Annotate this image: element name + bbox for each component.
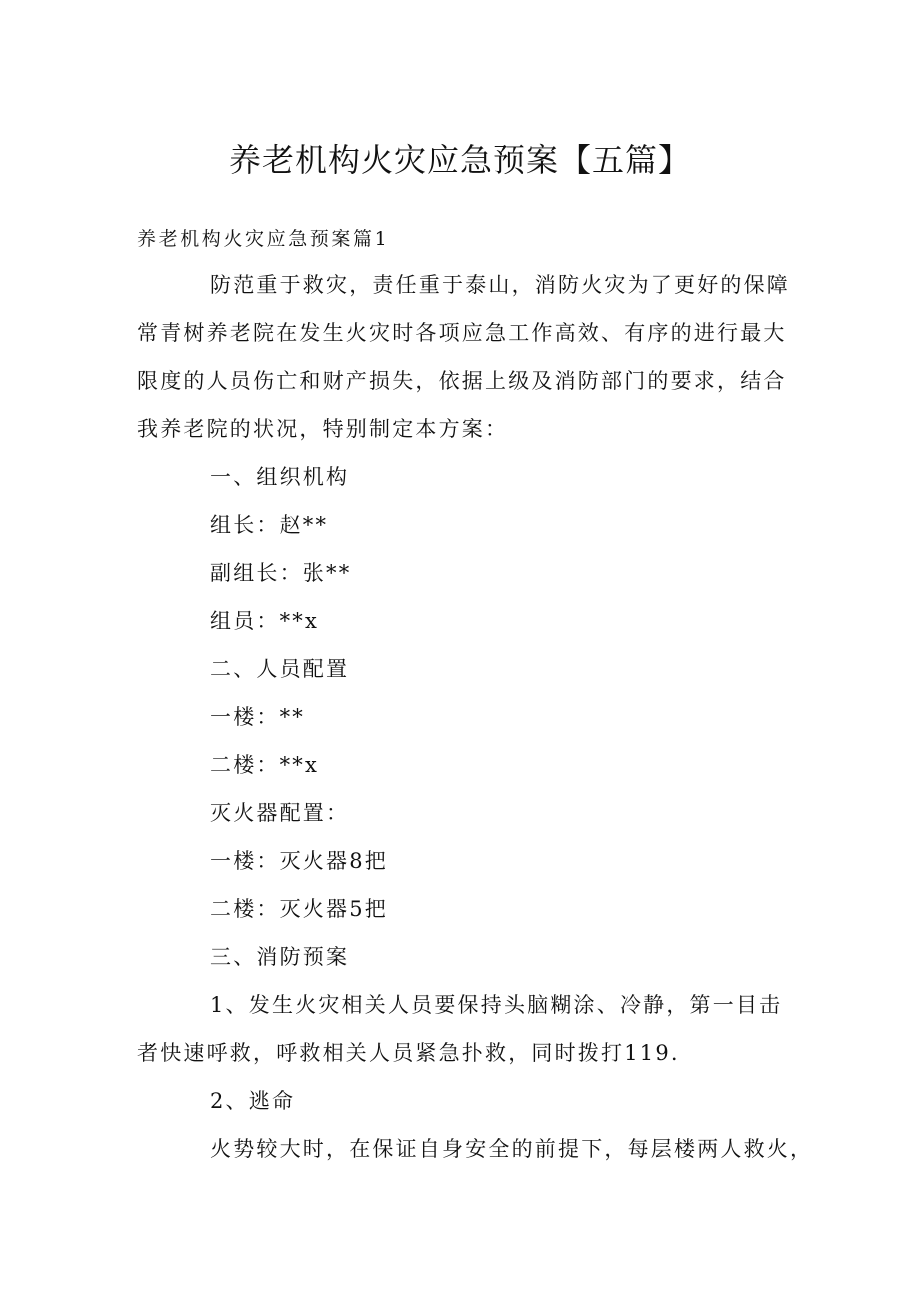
plan-item-1-line-2: 者快速呼救，呼救相关人员紧急扑救，同时拨打119. — [137, 1041, 680, 1065]
intro-line-3: 限度的人员伤亡和财产损失，依据上级及消防部门的要求，结合 — [137, 369, 787, 393]
intro-line-4: 我养老院的状况，特别制定本方案： — [137, 417, 509, 441]
intro-line-1: 防范重于救灾，责任重于泰山，消防火灾为了更好的保障 — [210, 273, 790, 297]
document-title: 养老机构火灾应急预案【五篇】 — [228, 141, 691, 179]
org-heading: 一、组织机构 — [210, 465, 350, 489]
plan-heading: 三、消防预案 — [210, 945, 350, 969]
extinguisher-floor-2: 二楼：灭火器5把 — [210, 897, 388, 921]
extinguisher-heading: 灭火器配置： — [210, 801, 350, 825]
plan-item-2-heading: 2、逃命 — [210, 1089, 296, 1113]
org-members: 组员：**x — [210, 609, 320, 633]
extinguisher-floor-1: 一楼：灭火器8把 — [210, 849, 388, 873]
org-leader: 组长：赵** — [210, 513, 329, 537]
staff-floor-1: 一楼：** — [210, 705, 305, 729]
intro-line-2: 常青树养老院在发生火灾时各项应急工作高效、有序的进行最大 — [137, 321, 787, 345]
section-heading: 养老机构火灾应急预案篇1 — [137, 228, 390, 250]
staff-heading: 二、人员配置 — [210, 657, 350, 681]
staff-floor-2: 二楼：**x — [210, 753, 320, 777]
org-deputy: 副组长：张** — [210, 561, 352, 585]
plan-item-2-line-1: 火势较大时，在保证自身安全的前提下，每层楼两人救火， — [210, 1137, 814, 1161]
plan-item-1-line-1: 1、发生火灾相关人员要保持头脑糊涂、冷静，第一目击 — [210, 993, 783, 1017]
